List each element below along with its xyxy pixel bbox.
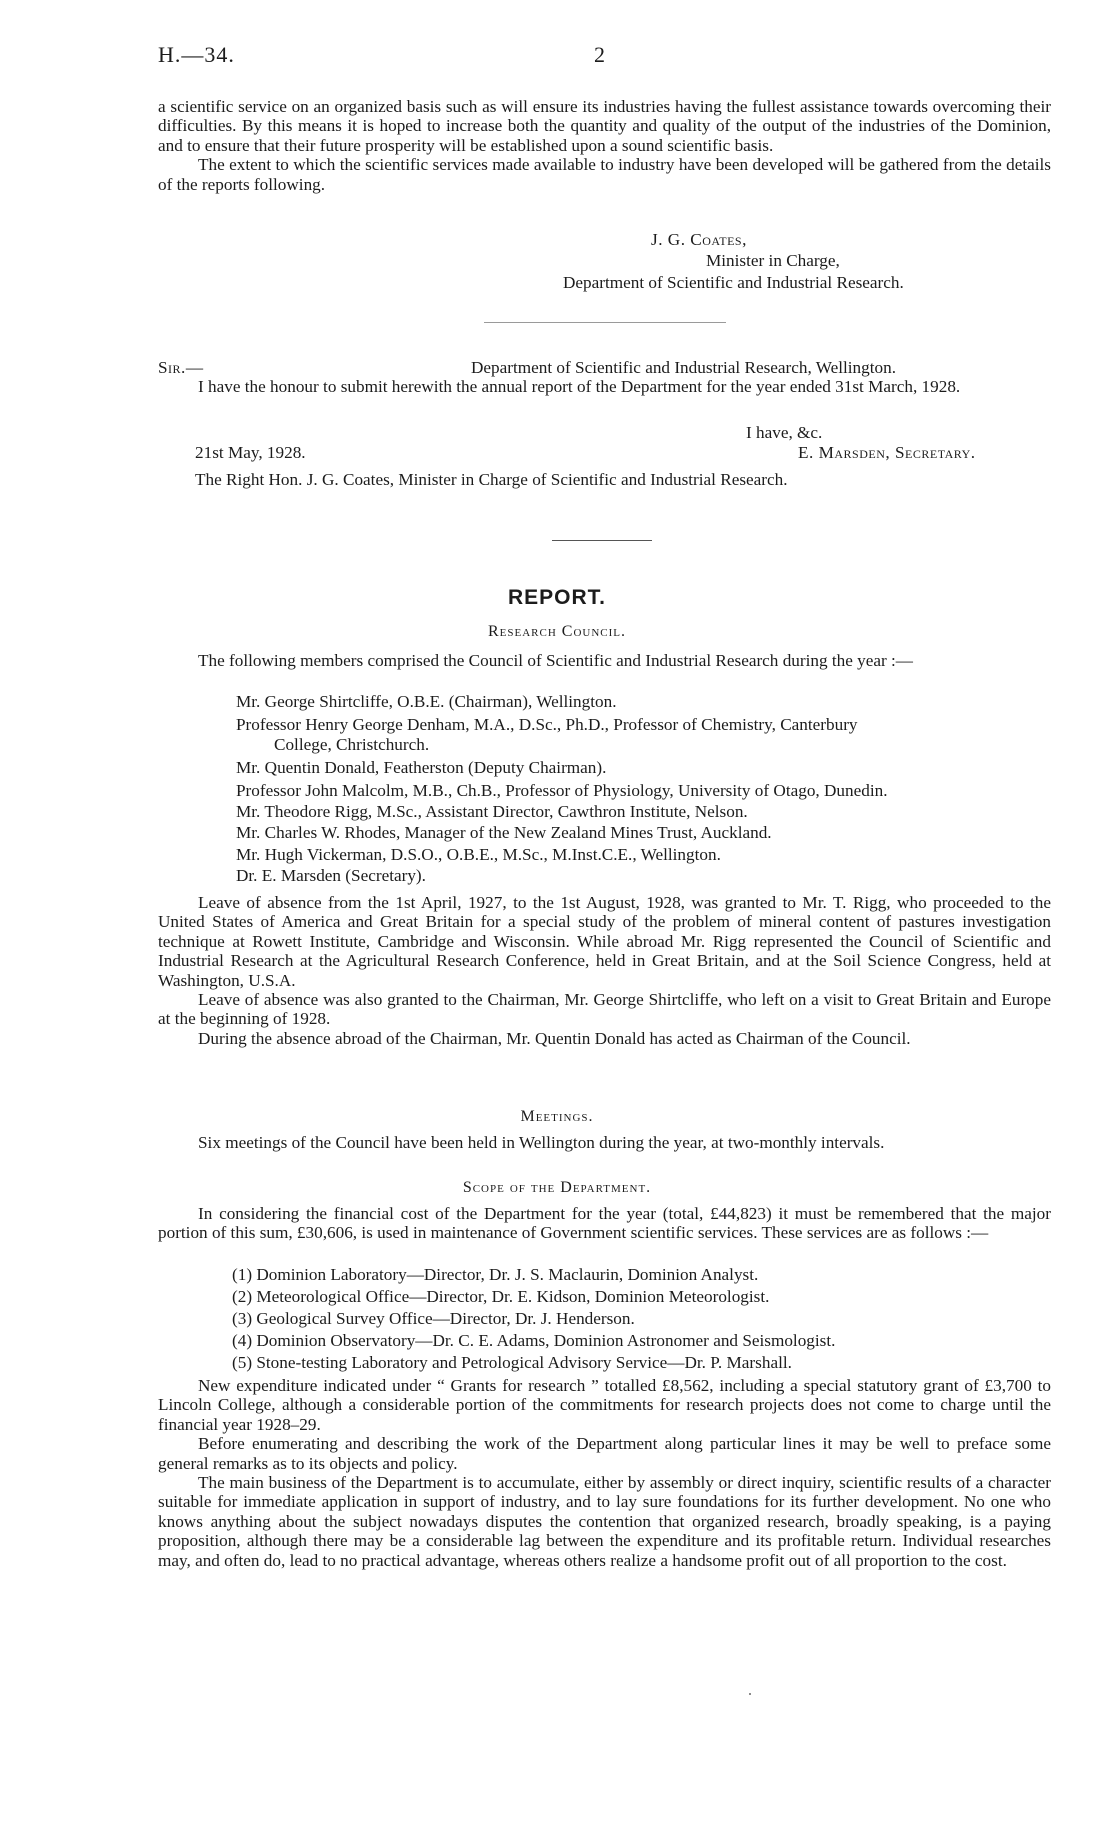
minister-department: Department of Scientific and Industrial Research. [563, 273, 904, 292]
minister-name: J. G. Coates, [651, 230, 747, 249]
intro-paragraph-1: a scientific service on an organized basis such as will ensure its industries having the fullest assistance towards overcoming their difficulties. By this means it is hoped to increase both the quantity and quality of the output of the industries of the Dominion, and to ensure that their future prosperity will be established upon a sound scientific basis. [158, 97, 1051, 155]
council-intro: The following members comprised the Council of Scientific and Industrial Research during the year :— [198, 651, 913, 670]
main-business-paragraph: The main business of the Department is to accumulate, either by assembly or direct inquiry, scientific results of a character suitable for immediate application in support of industry, and to lay sure foundations for its further development. No one who knows anything about the subject nowadays disputes the contention that organized research, broadly speaking, is a paying proposition, although there may be a considerable lag between the expenditure and its profitable return. Individual researches may, and often do, lead to no practical advantage, whereas others realize a handsome profit out of all proportion to the cost. [158, 1473, 1051, 1570]
page-number: 2 [594, 42, 605, 67]
council-member: Professor John Malcolm, M.B., Ch.B., Professor of Physiology, University of Otago, Dunedin. [236, 781, 888, 800]
letter-salutation: Sir.— [158, 358, 204, 377]
letter-body: I have the honour to submit herewith the annual report of the Department for the year ended 31st March, 1928. [198, 377, 961, 396]
new-expenditure-paragraph: New expenditure indicated under “ Grants for research ” totalled £8,562, including a special statutory grant of £3,700 to Lincoln College, although a considerable portion of the commitments for research projects does not come to charge until the financial year 1928–29. [158, 1376, 1051, 1434]
letter-address: Department of Scientific and Industrial Research, Wellington. [471, 358, 896, 377]
council-member: Mr. Quentin Donald, Featherston (Deputy Chairman). [236, 758, 607, 777]
leave-rigg-paragraph: Leave of absence from the 1st April, 1927, to the 1st August, 1928, was granted to Mr. T. Rigg, who proceeded to the United States of America and Great Britain for a special study of the problem of mineral content of pastures investigation technique at Rowett Institute, Cambridge and Wisconsin. While abroad Mr. Rigg represented the Council of Scientific and Industrial Research at the Agricultural Research Conference, held in Great Britain, and at the Soil Science Congress, held at Washington, U.S.A. [158, 893, 1051, 990]
page-speck [749, 1693, 751, 1695]
letter-addressee: The Right Hon. J. G. Coates, Minister in Charge of Scientific and Industrial Research. [195, 470, 788, 489]
letter-signatory: E. Marsden, Secretary. [798, 443, 976, 462]
acting-chairman-paragraph: During the absence abroad of the Chairman, Mr. Quentin Donald has acted as Chairman of the Council. [198, 1028, 911, 1048]
scope-intro: In considering the financial cost of the Department for the year (total, £44,823) it must be remembered that the major portion of this sum, £30,606, is used in maintenance of Government scientific services. These services are as follows :— [158, 1204, 1051, 1243]
intro-section [158, 97, 1051, 194]
short-divider-rule [552, 540, 652, 541]
council-member: Dr. E. Marsden (Secretary). [236, 866, 426, 885]
meetings-heading: Meetings. [520, 1108, 594, 1125]
divider-rule [484, 322, 726, 323]
service-item: (2) Meteorological Office—Director, Dr. E. Kidson, Dominion Meteorologist. [232, 1287, 770, 1306]
council-member-continued: College, Christchurch. [274, 735, 430, 754]
intro-paragraph-2: The extent to which the scientific services made available to industry have been developed will be gathered from the details of the reports following. [158, 155, 1051, 194]
document-reference: H.—34. [158, 42, 235, 67]
service-item: (3) Geological Survey Office—Director, Dr. J. Henderson. [232, 1309, 635, 1328]
council-member: Professor Henry George Denham, M.A., D.Sc., Ph.D., Professor of Chemistry, Canterbury [236, 715, 858, 734]
leave-shirtcliffe-paragraph: Leave of absence was also granted to the Chairman, Mr. George Shirtcliffe, who left on a visit to Great Britain and Europe at the beginning of 1928. [158, 990, 1051, 1029]
report-title: REPORT. [507, 586, 606, 609]
service-item: (5) Stone-testing Laboratory and Petrological Advisory Service—Dr. P. Marshall. [232, 1353, 792, 1372]
council-member: Mr. George Shirtcliffe, O.B.E. (Chairman), Wellington. [236, 692, 617, 711]
service-item: (4) Dominion Observatory—Dr. C. E. Adams, Dominion Astronomer and Seismologist. [232, 1331, 836, 1350]
council-member: Mr. Theodore Rigg, M.Sc., Assistant Director, Cawthron Institute, Nelson. [236, 802, 748, 821]
before-enumerating-paragraph: Before enumerating and describing the work of the Department along particular lines it may be well to preface some general remarks as to its objects and policy. [158, 1434, 1051, 1473]
scope-discussion [158, 1376, 1051, 1570]
letter-date: 21st May, 1928. [195, 443, 306, 462]
council-leave-section [158, 893, 1051, 1048]
scope-heading: Scope of the Department. [462, 1179, 652, 1196]
research-council-heading: Research Council. [487, 623, 626, 640]
letter-closing: I have, &c. [746, 423, 823, 442]
service-item: (1) Dominion Laboratory—Director, Dr. J. S. Maclaurin, Dominion Analyst. [232, 1265, 759, 1284]
minister-title: Minister in Charge, [706, 251, 840, 270]
council-member: Mr. Charles W. Rhodes, Manager of the New Zealand Mines Trust, Auckland. [236, 823, 772, 842]
meetings-paragraph: Six meetings of the Council have been held in Wellington during the year, at two-monthly intervals. [198, 1133, 885, 1152]
council-member: Mr. Hugh Vickerman, D.S.O., O.B.E., M.Sc., M.Inst.C.E., Wellington. [236, 845, 721, 864]
